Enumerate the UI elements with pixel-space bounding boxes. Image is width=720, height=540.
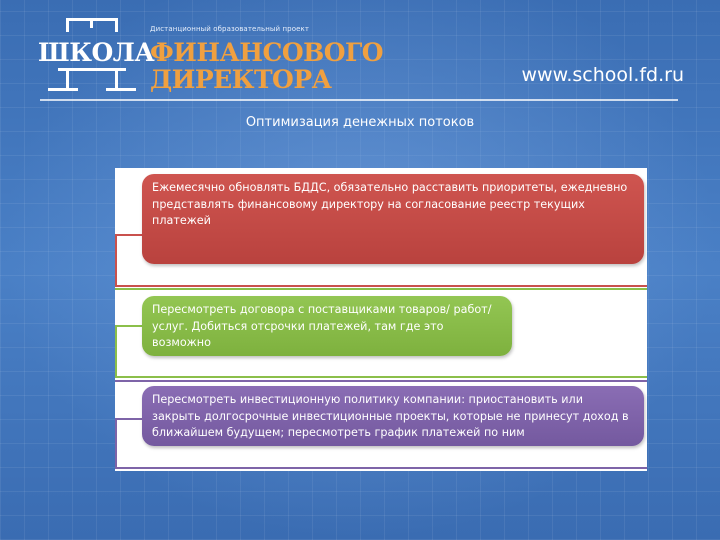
row-divider-purple [115, 418, 145, 420]
header-divider [40, 99, 678, 101]
logo-word-director: ДИРЕКТОРА [150, 65, 332, 94]
site-url[interactable]: www.school.fd.ru [521, 64, 684, 86]
row-divider-green-bottom [115, 376, 647, 378]
logo-word-financial: ФИНАНСОВОГО [150, 38, 384, 67]
row-divider-green-top [115, 288, 647, 290]
logo-word-school: ШКОЛА [38, 38, 155, 67]
logo-subtitle: Дистанционный образовательный проект [150, 25, 309, 33]
row-tick-red [115, 234, 117, 286]
item-box-contracts: Пересмотреть договора с поставщиками товаров/ работ/услуг. Добиться отсрочки платежей, там где это возможно [142, 296, 512, 356]
row-divider-green [115, 325, 145, 327]
school-logo [38, 12, 384, 104]
row-divider-purple-bottom [115, 467, 647, 469]
row-divider-red-bottom [115, 285, 647, 287]
slide-title: Оптимизация денежных потоков [245, 115, 475, 130]
item-box-budget: Ежемесячно обновлять БДДС, обязательно расставить приоритеты, ежедневно представлять финансовому директору на согласование реестр текущих платежей [142, 174, 644, 264]
row-divider-purple-top [115, 380, 647, 382]
row-tick-green [115, 325, 117, 377]
row-divider-red [115, 234, 145, 236]
row-tick-purple [115, 418, 117, 468]
item-box-investment: Пересмотреть инвестиционную политику компании: приостановить или закрыть долгосрочные инвестиционные проекты, которые не принесут доход в ближайшем будущем; пересмотреть график платежей по ним [142, 386, 644, 446]
